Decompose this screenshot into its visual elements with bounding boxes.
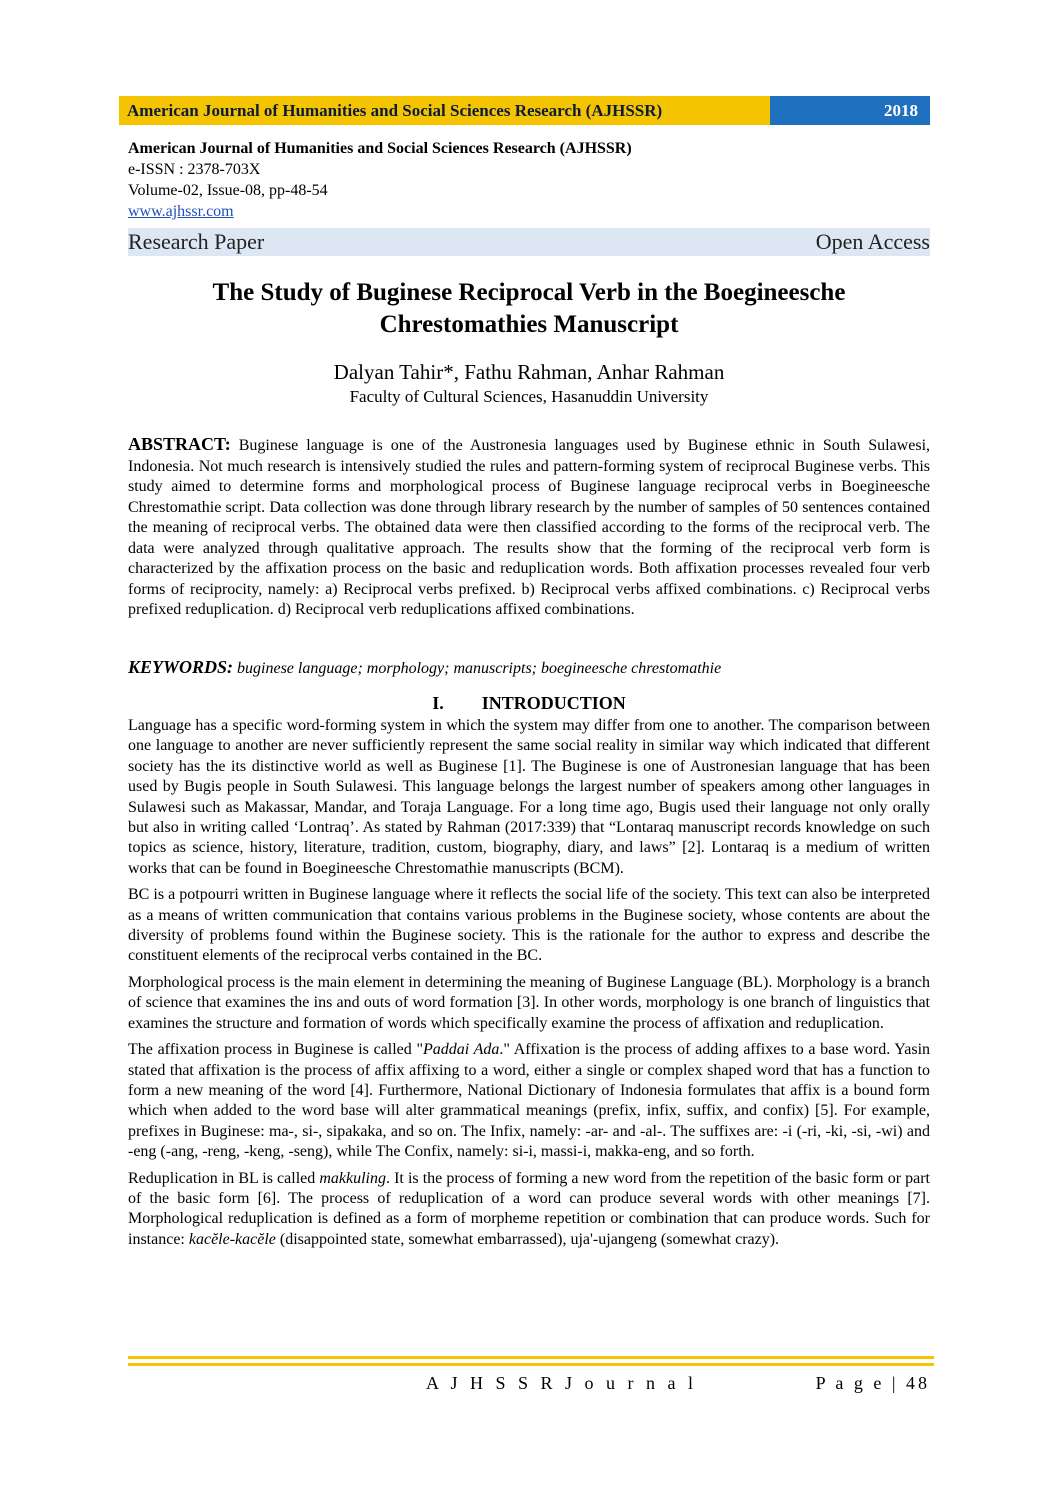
section-title: INTRODUCTION xyxy=(481,693,626,713)
paragraph: Language has a specific word-forming system in which the system may differ from one to another. The comparison between one language to another are never sufficiently represent the same social reality in similar way which indicated that different society has the its distinctive world as well as Buginese [1]. The Buginese is one of Austronesian language that has been used by Bugis people in South Sulawesi. This language belongs the largest number of speakers among other languages in Sulawesi such as Makassar, Mandar, and Toraja Language. For a long time ago, Bugis used their language not only orally but also in writing called ‘Lontraq’. As stated by Rahman (2017:339) that “Lontaraq manuscript records knowledge on such topics as science, history, literature, tradition, custom, biography, diary, and laws” [2]. Lontaraq is a medium of written works that can be found in Boegineesche Chrestomathie manuscripts (BCM). xyxy=(128,717,930,877)
text-run: . It is the process of forming a new word from the repetition of the basic form or part of the basic form [6]. The process of reduplication of a word can produce several words with other meanings [7]. Morphological reduplication is defined as a form of morpheme repetition or combination that can produce words. Such for instance: xyxy=(128,1169,930,1248)
running-header xyxy=(119,96,930,125)
affiliation: Faculty of Cultural Sciences, Hasanuddin University xyxy=(349,387,709,406)
italic-term: Paddai Ada xyxy=(423,1041,500,1059)
keywords xyxy=(128,657,930,679)
footer-rule xyxy=(128,1363,934,1366)
paragraph: BC is a potpourri written in Buginese language where it reflects the social life of the society. This text can also be interpreted as a means of written communication that contains various problems in the Buginese society, whose contents are about the diversity of problems found within the Buginese society. This is the rationale for the author to express and describe the constituent elements of the reciprocal verbs contained in the BC. xyxy=(128,886,930,965)
footer-rule xyxy=(128,1356,934,1359)
text-run: ." Affixation is the process of adding affixes to a base word. Yasin stated that affixation is the process of affix affixing to a word, either a single or complex shaped word that has a function to form a new meaning of the word [4]. Furthermore, National Dictionary of Indonesia formulates that affix is a bound form which when added to the word base will alter grammatical meanings (prefix, infix, suffix, and confix) [5]. For example, prefixes in Buginese: ma-, si-, sipakaka, and so on. The Infix, namely: -ar- and -al-. The suffixes are: -i (-ri, -ki, -si, -wi) and -eng (-ang, -reng, -keng, -seng), while The Confix, namely: si-i, massi-i, makka-eng, and so forth. xyxy=(128,1041,931,1161)
title-line-2: Chrestomathies Manuscript xyxy=(379,311,679,338)
italic-term: makkuling xyxy=(319,1169,386,1187)
header-year: 2018 xyxy=(770,96,930,125)
text-run: Reduplication in BL is called xyxy=(128,1169,320,1187)
italic-term: kacĕle-kacĕle xyxy=(188,1230,276,1248)
paragraph xyxy=(128,1169,930,1251)
paper-type-bar xyxy=(128,228,930,256)
text-run: The affixation process in Buginese is called " xyxy=(128,1041,423,1059)
header-journal-name: American Journal of Humanities and Social Sciences Research (AJHSSR) xyxy=(119,96,770,125)
page-number: P a g e | 48 xyxy=(815,1373,930,1393)
page-footer xyxy=(128,1373,930,1399)
abstract-label: ABSTRACT: xyxy=(128,434,231,454)
journal-meta xyxy=(128,138,930,222)
authors: Dalyan Tahir*, Fathu Rahman, Anhar Rahman xyxy=(333,360,725,384)
body-text xyxy=(128,716,930,1256)
journal-website-link[interactable]: www.ajhssr.com xyxy=(128,203,234,220)
paragraph xyxy=(128,1040,930,1162)
access-type: Open Access xyxy=(815,229,930,254)
text-run: (disappointed state, somewhat embarrassed), uja'-ujangeng (somewhat crazy). xyxy=(275,1230,780,1248)
paper-type: Research Paper xyxy=(128,229,265,254)
paragraph: Morphological process is the main element in determining the meaning of Buginese Language (BL). Morphology is a branch of science that examines the ins and outs of word formation [3]. In other words, morphology is one branch of linguistics that examines the structure and formation of words which specifically examine the process of affixation and reduplication. xyxy=(128,973,930,1032)
section-number: I. xyxy=(432,693,444,713)
title-line-1: The Study of Buginese Reciprocal Verb in the Boegineesche xyxy=(212,279,846,306)
abstract xyxy=(128,434,930,621)
keywords-label: KEYWORDS: xyxy=(128,657,234,677)
section-heading xyxy=(128,692,930,714)
abstract-text: Buginese language is one of the Austronesia languages used by Buginese ethnic in South Sulawesi, Indonesia. Not much research is intensively studied the rules and pattern-forming system of reciprocal Buginese verbs. This study aimed to determine forms and morphological process of Buginese language reciprocal verbs in Boegineesche Chrestomathie script. Data collection was done through library research by the number of samples of 50 sentences contained the meaning of reciprocal verbs. The obtained data were then classified according to the forms of the reciprocal verb. The data were analyzed through qualitative approach. The results show that the forming of the reciprocal verb form is characterized by the affixation process on the basic and reduplication words. Both affixation processes revealed four verb forms of reciprocity, namely: a) Reciprocal verbs prefixed. b) Reciprocal verbs affixed combinations. c) Reciprocal verbs prefixed reduplication. d) Reciprocal verb reduplications affixed combinations. xyxy=(128,437,931,618)
footer-journal: A J H S S R J o u r n a l xyxy=(426,1373,698,1393)
issn: e-ISSN : 2378-703X xyxy=(128,161,261,178)
journal-title: American Journal of Humanities and Social Sciences Research (AJHSSR) xyxy=(128,140,632,157)
paper-title xyxy=(128,277,930,341)
keywords-text: buginese language; morphology; manuscripts; boegineesche chrestomathie xyxy=(237,660,722,677)
volume-issue: Volume-02, Issue-08, pp-48-54 xyxy=(128,182,328,199)
